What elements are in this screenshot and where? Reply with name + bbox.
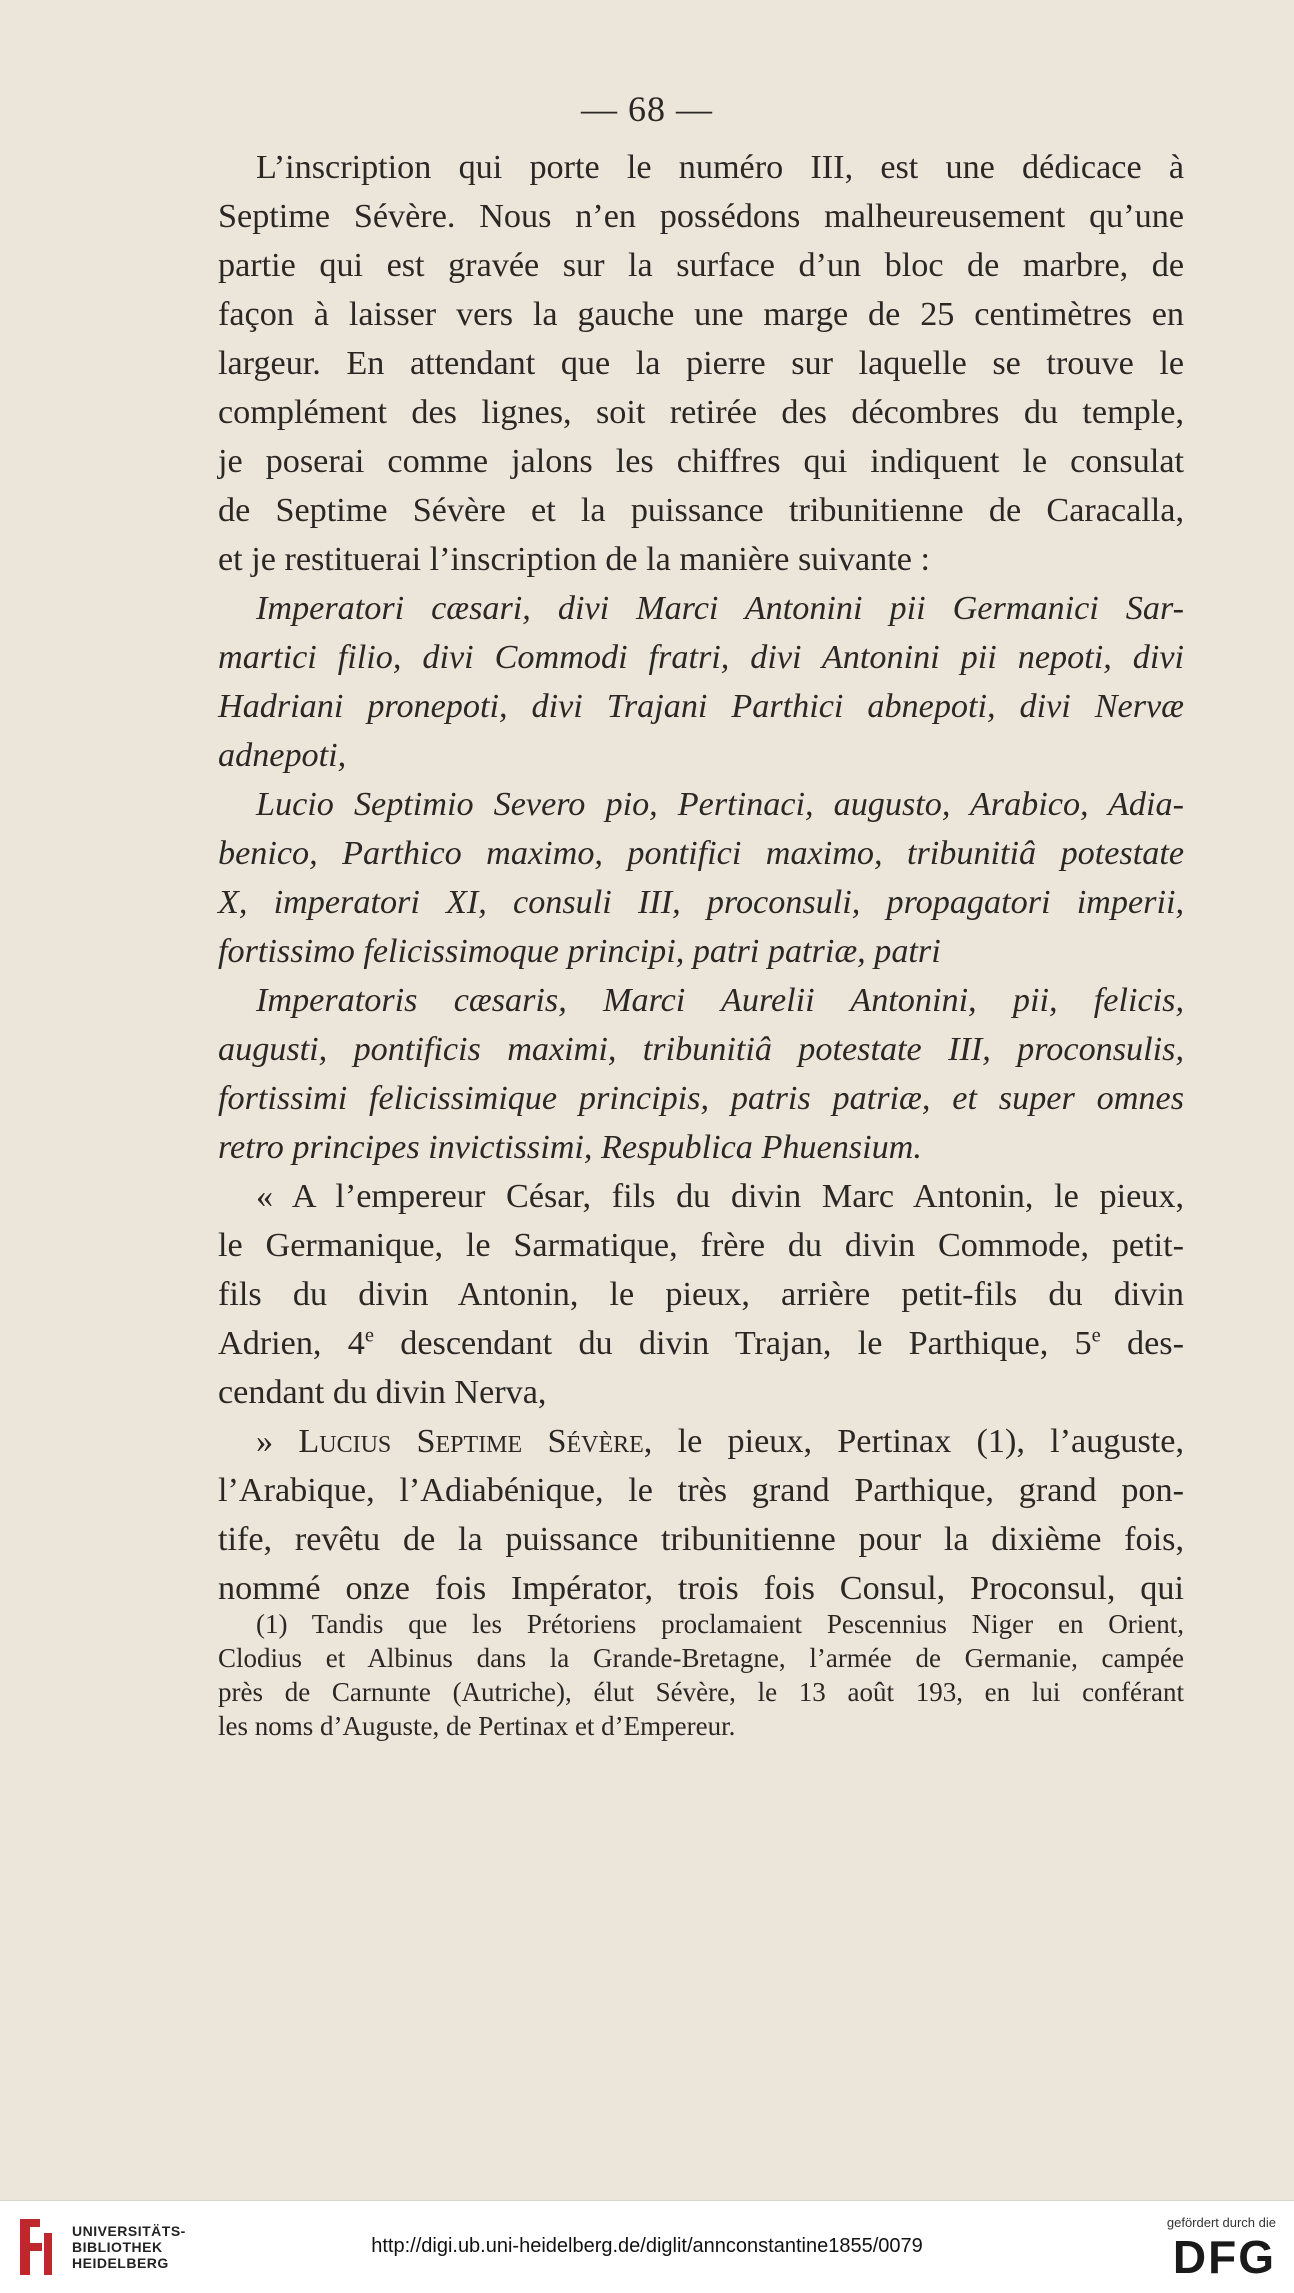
text-line: partie qui est gravée sur la surface d’un bloc de marbre, de <box>218 247 1184 284</box>
translation-line: l’Arabique, l’Adiabénique, le très grand Parthique, grand pon- <box>218 1472 1184 1509</box>
inscription-line: fortissimo felicissimoque principi, patri patriæ, patri <box>218 933 941 970</box>
text-fragment: descendant du divin Trajan, le Parthique, 5 <box>373 1325 1092 1362</box>
inscription-line: Imperatori cæsari, divi Marci Antonini pii Germanici Sar- <box>256 590 1184 627</box>
inscription-line: Lucio Septimio Severo pio, Pertinaci, augusto, Arabico, Adia- <box>256 786 1184 823</box>
institution-line: BIBLIOTHEK <box>72 2239 163 2255</box>
footnote-line: Clodius et Albinus dans la Grande-Bretagne, l’armée de Germanie, campée <box>218 1643 1184 1673</box>
translation-line: cendant du divin Nerva, <box>218 1374 547 1411</box>
translation-line: nommé onze fois Impérator, trois fois Consul, Proconsul, qui <box>218 1570 1184 1607</box>
text-line: de Septime Sévère et la puissance tribunitienne de Caracalla, <box>218 492 1184 529</box>
translation-line <box>218 1417 1184 1466</box>
superscript: e <box>364 1324 374 1347</box>
inscription-line: Imperatoris cæsaris, Marci Aurelii Antonini, pii, felicis, <box>256 982 1184 1019</box>
viewer-footer <box>0 2200 1294 2293</box>
funder-block <box>1166 2215 1276 2283</box>
inscription-line: adnepoti, <box>218 737 347 774</box>
translation-line <box>218 1319 1184 1368</box>
text-line: façon à laisser vers la gauche une marge de 25 centimètres en <box>218 296 1184 333</box>
body-text <box>218 143 1184 1613</box>
text-fragment: Adrien, 4 <box>218 1325 365 1362</box>
text-line: Septime Sévère. Nous n’en possédons malheureusement qu’une <box>218 198 1184 235</box>
inscription-line: fortissimi felicissimique principis, patris patriæ, et super omnes <box>218 1080 1184 1117</box>
institution-line: UNIVERSITÄTS- <box>72 2223 186 2239</box>
text-line: L’inscription qui porte le numéro III, est une dédicace à <box>256 149 1184 186</box>
inscription-line: benico, Parthico maximo, pontifici maximo, tribunitiâ potestate <box>218 835 1184 872</box>
text-line: je poserai comme jalons les chiffres qui indiquent le consulat <box>218 443 1184 480</box>
inscription-line: Hadriani pronepoti, divi Trajani Parthici abnepoti, divi Nervæ <box>218 688 1184 725</box>
dfg-logo[interactable]: DFG <box>1172 2231 1276 2283</box>
funder-label: gefördert durch die <box>1166 2215 1276 2230</box>
translation-line: « A l’empereur César, fils du divin Marc Antonin, le pieux, <box>256 1178 1184 1215</box>
institution-line: HEIDELBERG <box>72 2255 169 2271</box>
footnote-line: (1) Tandis que les Prétoriens proclamaient Pescennius Niger en Orient, <box>256 1609 1184 1639</box>
page-number: — 68 — <box>581 89 713 129</box>
text-fragment: , le pieux, Pertinax (1), l’auguste, <box>643 1423 1184 1460</box>
translation-line: fils du divin Antonin, le pieux, arrière petit-fils du divin <box>218 1276 1184 1313</box>
superscript: e <box>1091 1324 1101 1347</box>
inscription-line: martici filio, divi Commodi fratri, divi Antonini pii nepoti, divi <box>218 639 1184 676</box>
footnote <box>218 1607 1184 1743</box>
text-fragment: » <box>256 1423 299 1460</box>
translation-line: le Germanique, le Sarmatique, frère du divin Commode, petit- <box>218 1227 1184 1264</box>
text-line: largeur. En attendant que la pierre sur laquelle se trouve le <box>218 345 1184 382</box>
footnote-line: les noms d’Auguste, de Pertinax et d’Empereur. <box>218 1711 736 1741</box>
emperor-name: Lucius Septime Sévère <box>298 1423 644 1460</box>
inscription-line: augusti, pontificis maximi, tribunitiâ potestate III, proconsulis, <box>218 1031 1184 1068</box>
text-line: et je restituerai l’inscription de la manière suivante : <box>218 541 930 578</box>
permalink-url[interactable]: http://digi.ub.uni-heidelberg.de/diglit/annconstantine1855/0079 <box>371 2235 923 2257</box>
text-line: complément des lignes, soit retirée des décombres du temple, <box>218 394 1184 431</box>
translation-line: tife, revêtu de la puissance tribunitienne pour la dixième fois, <box>218 1521 1184 1558</box>
inscription-line: retro principes invictissimi, Respublica Phuensium. <box>218 1129 922 1166</box>
text-fragment: des- <box>1100 1325 1184 1362</box>
footnote-line: près de Carnunte (Autriche), élut Sévère, le 13 août 193, en lui conférant <box>218 1677 1184 1707</box>
inscription-line: X, imperatori XI, consuli III, proconsuli, propagatori imperii, <box>218 884 1184 921</box>
